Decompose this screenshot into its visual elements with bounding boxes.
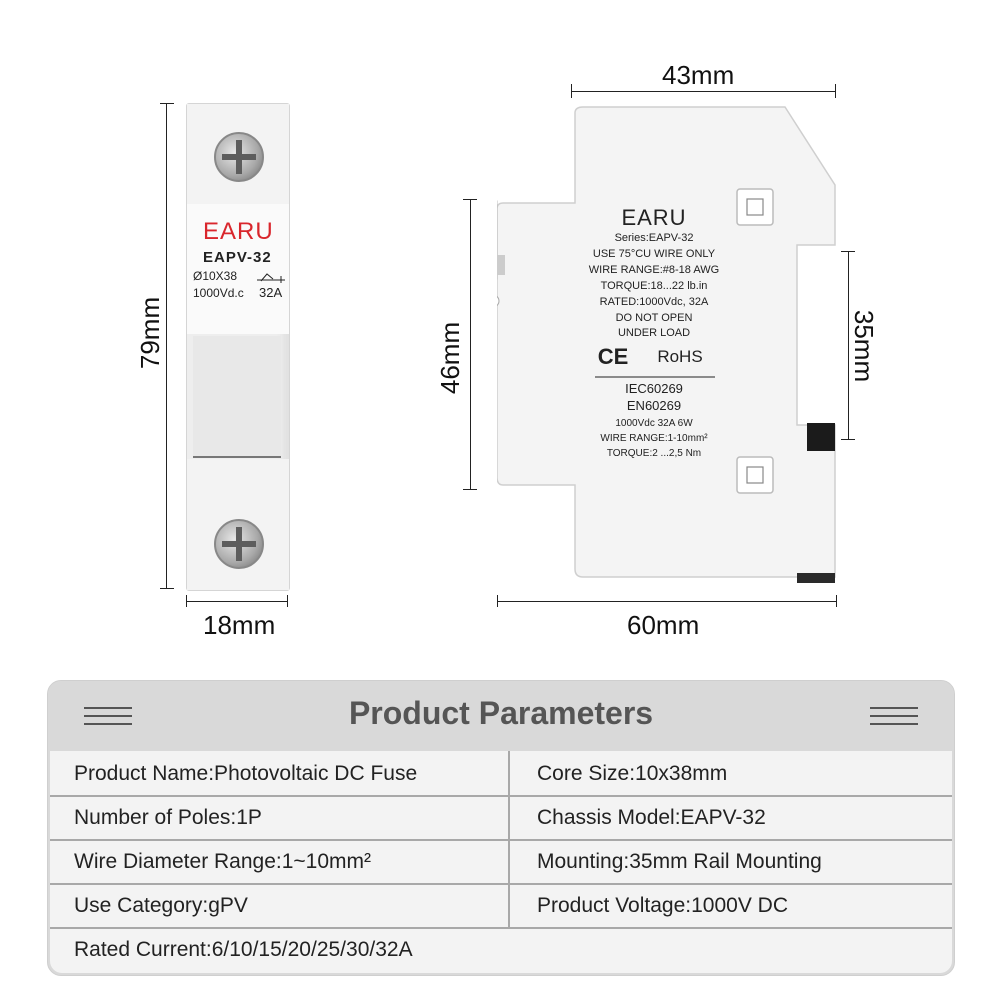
- table-row: [50, 751, 952, 797]
- right-decor-lines-icon: [870, 707, 918, 729]
- side-bottom-width-line: [497, 601, 837, 602]
- front-height-tick-bottom: [160, 588, 174, 589]
- side-left-height-line: [470, 199, 471, 489]
- side-top-tick-left: [571, 84, 572, 98]
- table-title: Product Parameters: [348, 695, 654, 731]
- side-right-tick-bottom: [841, 439, 855, 440]
- front-brand-logo: EARU: [203, 218, 274, 245]
- fuse-front-view: [186, 103, 290, 591]
- front-width-dimension-line: [186, 601, 288, 602]
- table-body: [50, 751, 952, 973]
- param-core-size: Core Size:10x38mm: [537, 762, 728, 785]
- param-mounting: Mounting:35mm Rail Mounting: [537, 850, 822, 873]
- fuse-bottom-terminal: [187, 459, 289, 590]
- side-spec-line-7: UNDER LOAD: [617, 327, 691, 339]
- front-width-label: 18mm: [203, 610, 276, 640]
- front-width-tick-right: [287, 595, 288, 607]
- column-divider: [508, 751, 510, 927]
- front-height-dimension-line: [166, 103, 167, 589]
- standard-iec: IEC60269: [625, 381, 683, 396]
- param-number-of-poles: Number of Poles:1P: [74, 806, 262, 829]
- side-brand-logo: EARU: [621, 205, 687, 230]
- product-parameters-table: [47, 680, 955, 976]
- side-right-height-label: 35mm: [849, 309, 879, 383]
- table-header: [48, 681, 954, 751]
- fuse-front-label: [187, 204, 289, 334]
- front-current: 32A: [259, 285, 283, 300]
- fuse-side-view: [497, 105, 837, 583]
- side-bottom-tick-left: [497, 595, 498, 607]
- side-left-tick-top: [463, 199, 477, 200]
- table-row: [50, 795, 952, 841]
- side-lower-line-2: WIRE RANGE:1-10mm²: [600, 433, 708, 444]
- side-right-tick-top: [841, 251, 855, 252]
- fuse-top-terminal: [187, 104, 289, 204]
- side-top-tick-right: [835, 84, 836, 98]
- table-row: [50, 883, 952, 929]
- table-row: [50, 839, 952, 885]
- front-voltage: 1000Vd.c: [193, 286, 244, 300]
- side-bottom-tick-right: [836, 595, 837, 607]
- bottom-screw-icon: [214, 519, 264, 569]
- front-height-tick-top: [160, 103, 174, 104]
- ce-mark: CE: [597, 344, 629, 369]
- front-model: EAPV-32: [203, 249, 272, 266]
- side-top-width-label: 43mm: [662, 60, 735, 90]
- param-rated-current: Rated Current:6/10/15/20/25/30/32A: [74, 938, 413, 961]
- standard-en: EN60269: [626, 398, 682, 413]
- rohs-mark: RoHS: [657, 347, 703, 366]
- fuse-symbol-icon: [257, 270, 285, 284]
- fuse-handle: [193, 336, 281, 458]
- side-bottom-width-label: 60mm: [627, 610, 700, 640]
- param-product-name: Product Name:Photovoltaic DC Fuse: [74, 762, 418, 785]
- side-spec-line-2: USE 75°CU WIRE ONLY: [592, 248, 716, 260]
- table-row: [50, 927, 952, 971]
- param-chassis-model: Chassis Model:EAPV-32: [537, 806, 766, 829]
- side-spec-line-1: Series:EAPV-32: [614, 232, 694, 244]
- side-top-width-line: [571, 91, 836, 92]
- side-spec-line-4: TORQUE:18...22 lb.in: [600, 280, 708, 292]
- side-lower-line-3: TORQUE:2 ...2,5 Nm: [606, 448, 702, 459]
- side-left-tick-bottom: [463, 489, 477, 490]
- side-spec-line-6: DO NOT OPEN: [615, 312, 693, 324]
- front-height-label: 79mm: [135, 296, 165, 370]
- side-body-shape: [497, 105, 837, 583]
- side-lower-line-1: 1000Vdc 32A 6W: [615, 418, 693, 429]
- param-wire-diameter: Wire Diameter Range:1~10mm²: [74, 850, 372, 873]
- front-size: Ø10X38: [193, 269, 238, 283]
- param-product-voltage: Product Voltage:1000V DC: [537, 894, 788, 917]
- side-spec-line-5: RATED:1000Vdc, 32A: [599, 296, 709, 308]
- top-screw-icon: [214, 132, 264, 182]
- side-spec-line-3: WIRE RANGE:#8-18 AWG: [588, 264, 720, 276]
- param-use-category: Use Category:gPV: [74, 894, 248, 917]
- side-left-height-label: 46mm: [435, 321, 465, 395]
- front-width-tick-left: [186, 595, 187, 607]
